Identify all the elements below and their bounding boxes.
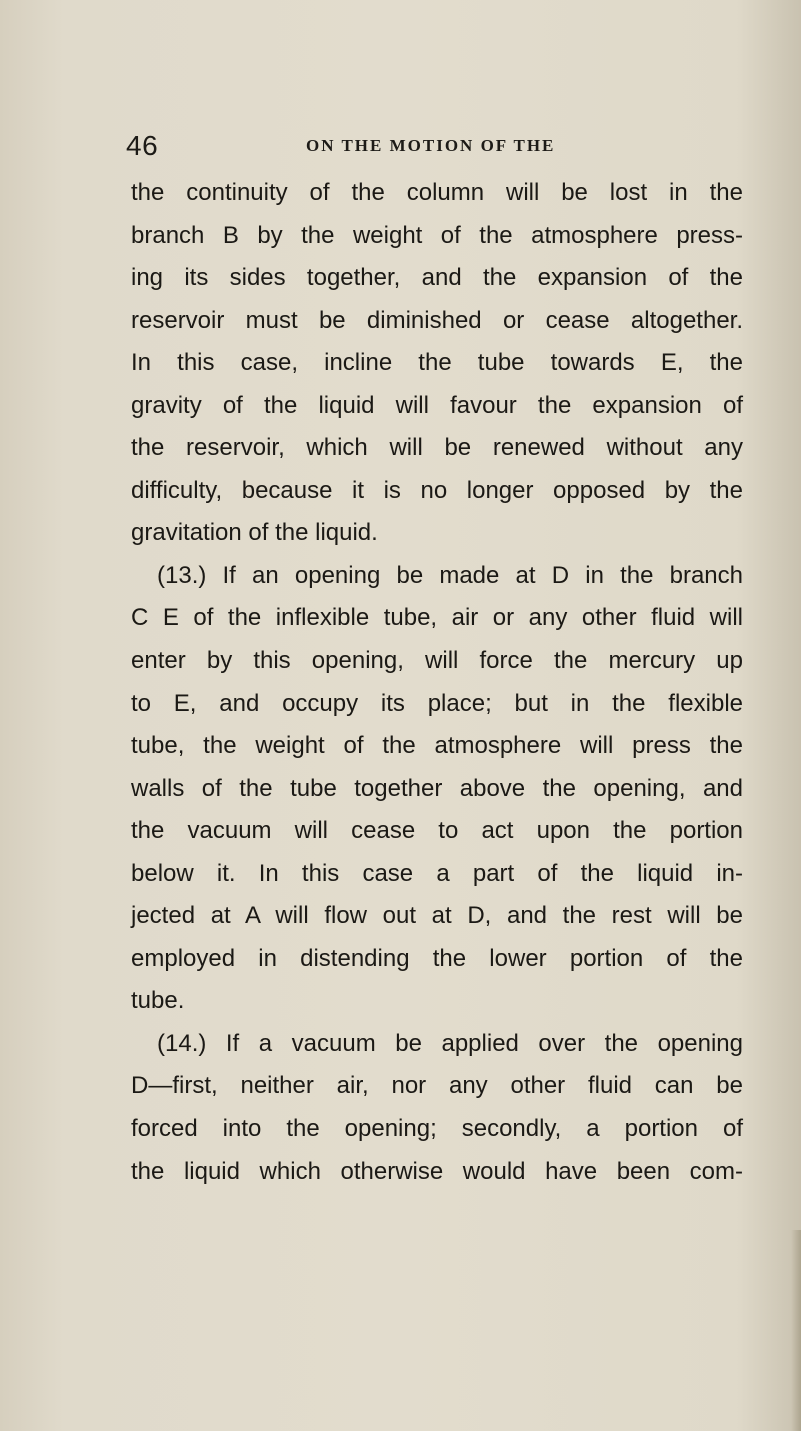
text-line: gravity of the liquid will favour the expansion of: [131, 391, 743, 419]
text-line: the reservoir, which will be renewed without any: [131, 434, 743, 462]
text-line: walls of the tube together above the opening, and: [131, 774, 743, 802]
page-number: 46: [126, 130, 159, 161]
text-line: In this case, incline the tube towards E, the: [131, 349, 743, 377]
text-line: the liquid which otherwise would have been com-: [131, 1157, 743, 1185]
text-line: ing its sides together, and the expansion of the: [131, 264, 743, 292]
paragraph-13-start: (13.) If an opening be made at D in the branch: [157, 561, 743, 589]
page-header: [126, 128, 726, 168]
text-line: the continuity of the column will be lost in the: [131, 179, 743, 206]
text-line: jected at A will flow out at D, and the rest will be: [131, 902, 743, 930]
text-line: the vacuum will cease to act upon the portion: [131, 817, 743, 845]
text-line: tube.: [131, 987, 185, 1015]
text-line: gravitation of the liquid.: [131, 519, 378, 547]
body-text: [131, 172, 743, 1193]
running-head: ON THE MOTION OF THE: [306, 136, 556, 155]
text-line: enter by this opening, will force the mercury up: [131, 647, 743, 675]
text-line: employed in distending the lower portion of the: [131, 944, 743, 972]
page-edge-shadow: [791, 1230, 801, 1431]
text-line: to E, and occupy its place; but in the flexible: [131, 689, 743, 717]
text-line: below it. In this case a part of the liquid in-: [131, 859, 743, 887]
paragraph-14-start: (14.) If a vacuum be applied over the opening: [157, 1029, 743, 1057]
text-line: reservoir must be diminished or cease altogether.: [131, 306, 743, 334]
text-line: branch B by the weight of the atmosphere press-: [131, 221, 743, 249]
text-line: forced into the opening; secondly, a portion of: [131, 1115, 743, 1143]
text-line: tube, the weight of the atmosphere will press the: [131, 732, 743, 760]
text-line: C E of the inflexible tube, air or any other fluid will: [131, 604, 743, 632]
text-line: difficulty, because it is no longer opposed by the: [131, 476, 743, 504]
text-line: D—first, neither air, nor any other fluid can be: [131, 1072, 743, 1100]
